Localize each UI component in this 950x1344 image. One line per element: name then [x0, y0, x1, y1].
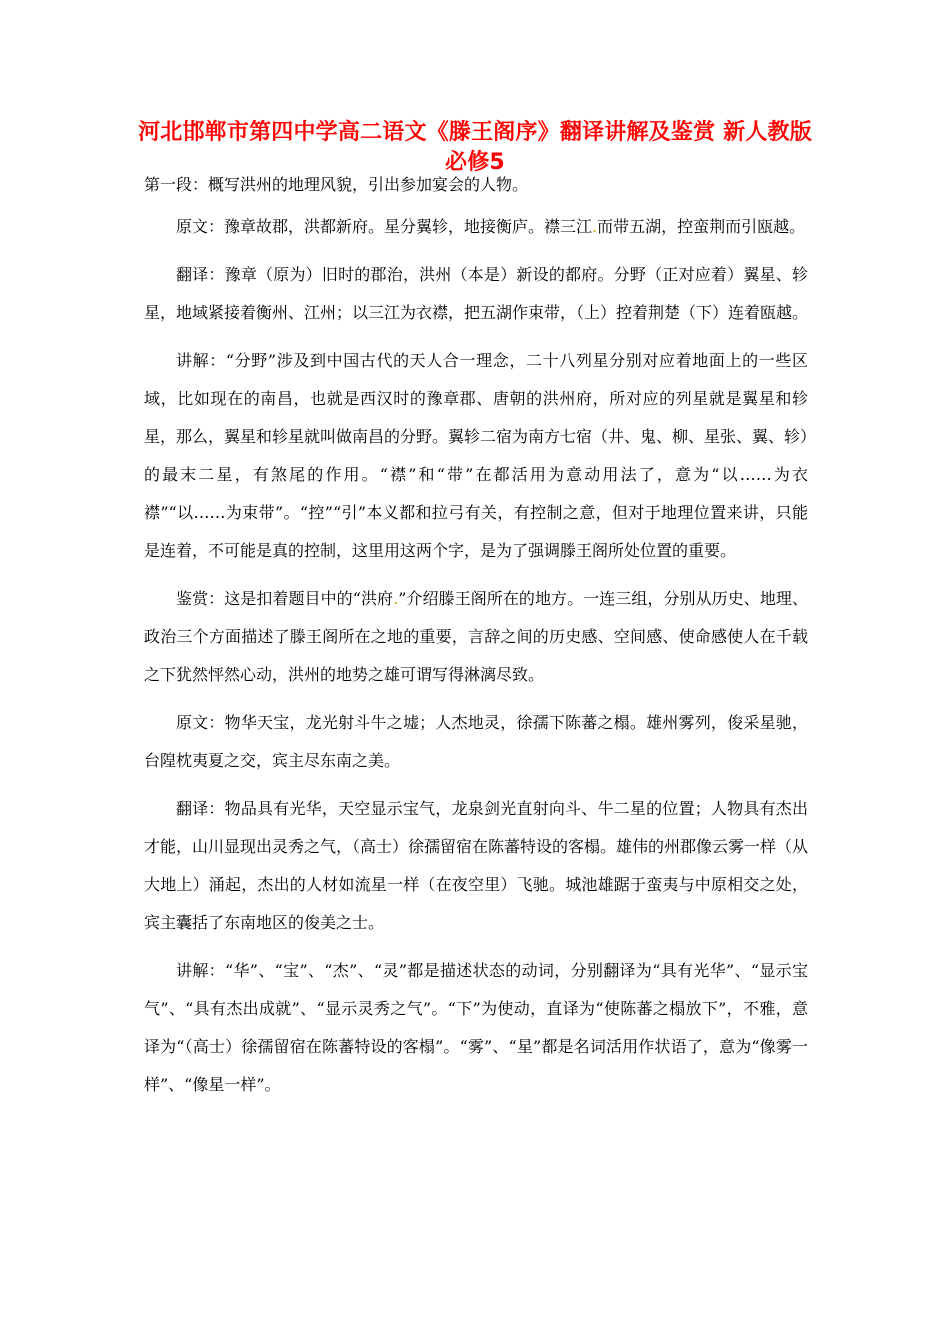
- paragraph-original-2: 原文：物华天宝，龙光射斗牛之墟；人杰地灵，徐孺下陈蕃之榻。雄州雾列，俊采星驰，台隍枕夷夏之交，宾主尽东南之美。: [144, 713, 808, 770]
- paragraph-explanation-2: 讲解：“华”、“宝”、“杰”、“灵”都是描述状态的动词，分别翻译为“具有光华”、“显示宝气”、“具有杰出成就”、“显示灵秀之气”。“下”为使动，直译为“使陈蕃之榻放下”，不雅，意译为“（高士）徐孺留宿在陈蕃特设的客榻”。“雾”、“星”都是名词活用作状语了，意为“像雾一样”、“像星一样”。: [144, 961, 808, 1094]
- paragraph-text-before-marker: 原文：豫章故郡，洪都新府。星分翼轸，地接衡庐。襟三江: [176, 217, 593, 236]
- emphasis-dot-marker: .: [393, 589, 399, 608]
- paragraph-explanation-1: 讲解：“分野”涉及到中国古代的天人合一理念，二十八列星分别对应着地面上的一些区域，比如现在的南昌，也就是西汉时的豫章郡、唐朝的洪州府，所对应的列星就是翼星和轸星，那么，翼星和轸星就叫做南昌的分野。翼轸二宿为南方七宿（井、鬼、柳、星张、翼、轸）的最末二星，有煞尾的作用。“襟”和“带”在都活用为意动用法了，意为“以……为衣襟”“以……为束带”。“控”“引”本义都和拉弓有关，有控制之意，但对于地理位置来讲，只能是连着，不可能是真的控制，这里用这两个字，是为了强调滕王阁所处位置的重要。: [144, 351, 809, 560]
- paragraph-translation-1: 翻译：豫章（原为）旧时的郡治，洪州（本是）新设的都府。分野（正对应着）翼星、轸星，地域紧接着衡州、江州；以三江为衣襟，把五湖作束带，（上）控着荆楚（下）连着瓯越。: [144, 265, 809, 322]
- paragraph-text-before-marker: 鉴赏：这是扣着题目中的“洪府: [176, 589, 394, 608]
- document-title: 河北邯郸市第四中学高二语文《滕王阁序》翻译讲解及鉴赏 新人教版必修5: [138, 120, 812, 175]
- document-body: [144, 172, 808, 1114]
- paragraph-original-1: [144, 208, 808, 246]
- emphasis-dot-marker: .: [592, 217, 598, 236]
- section-intro: 第一段：概写洪州的地理风貌，引出参加宴会的人物。: [144, 175, 529, 194]
- paragraph-text-after-marker: 而带五湖，控蛮荆而引瓯越。: [597, 217, 806, 236]
- paragraph-appreciation-1: [144, 580, 808, 694]
- paragraph-text-after-marker: ”介绍滕王阁所在的地方。一连三组，分别从历史、地理、政治三个方面描述了滕王阁所在之地的重要，言辞之间的历史感、空间感、使命感使人在千载之下犹然怦然心动，洪州的地势之雄可谓写得淋漓尽致。: [144, 589, 808, 684]
- paragraph-translation-2: 翻译：物品具有光华，天空显示宝气，龙泉剑光直射向斗、牛二星的位置；人物具有杰出才能，山川显现出灵秀之气，（高士）徐孺留宿在陈蕃特设的客榻。雄伟的州郡像云雾一样（从大地上）涌起，杰出的人材如流星一样（在夜空里）飞驰。城池雄踞于蛮夷与中原相交之处，宾主囊括了东南地区的俊美之士。: [144, 799, 809, 932]
